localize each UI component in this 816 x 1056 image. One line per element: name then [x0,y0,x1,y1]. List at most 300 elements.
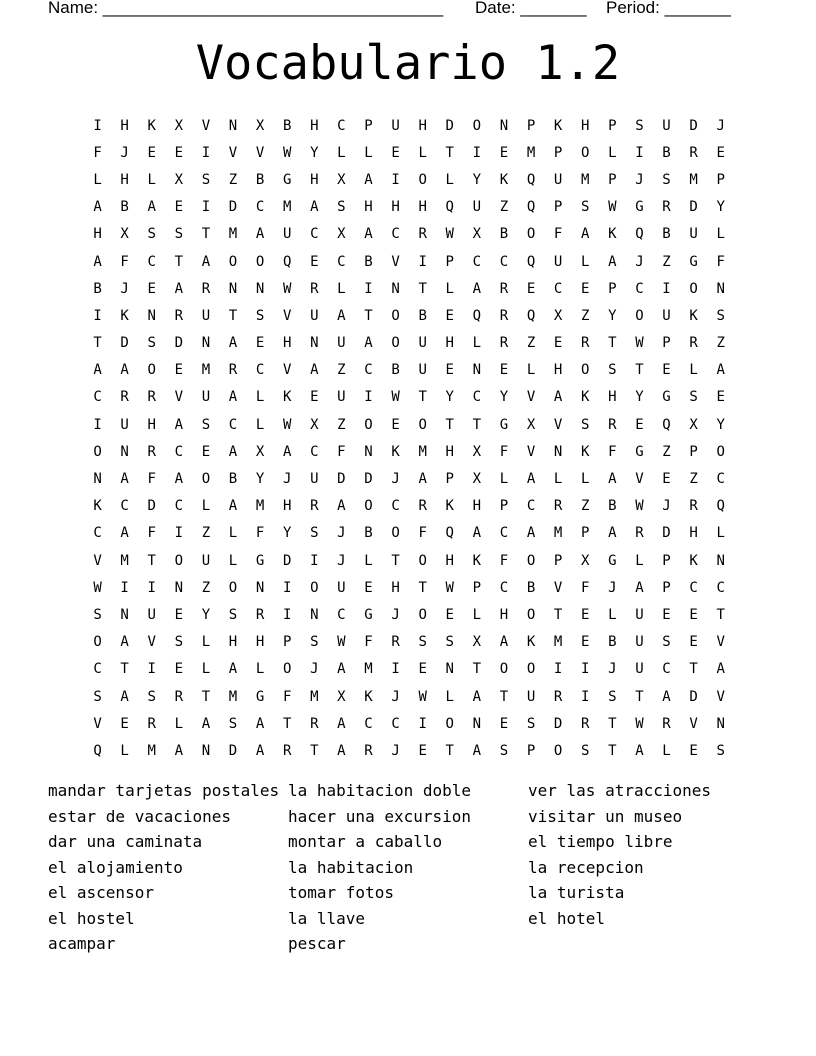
grid-letter: I [364,389,373,406]
grid-letter: J [608,579,617,596]
grid-row [84,737,734,764]
grid-letter: O [499,661,509,678]
grid-letter: N [120,443,129,460]
grid-letter: G [255,552,265,569]
grid-letter: T [608,335,617,352]
grid-letter: L [662,742,671,759]
grid-letter: H [282,335,292,352]
grid-letter: L [337,280,346,297]
word-list-item: tomar fotos [288,883,394,902]
grid-letter: O [391,307,400,324]
grid-letter: W [635,715,644,732]
grid-letter: F [608,443,617,460]
grid-letter: K [526,634,536,651]
grid-letter: S [201,416,211,433]
grid-row [84,601,734,628]
grid-letter: N [472,362,482,379]
grid-letter: X [472,471,482,488]
grid-letter: D [553,715,563,732]
grid-letter: L [147,171,156,188]
grid-letter: I [282,579,292,596]
grid-letter: A [608,471,617,488]
grid-letter: P [445,471,454,488]
grid-letter: A [255,226,265,243]
grid-letter: T [445,416,454,433]
grid-letter: L [689,362,698,379]
grid-letter: V [282,362,292,379]
grid-letter: Z [526,335,536,352]
grid-letter: V [553,579,563,596]
grid-letter: J [391,606,400,623]
grid-letter: N [310,335,319,352]
grid-letter: E [499,362,509,379]
grid-letter: W [282,416,292,433]
grid-row [84,520,734,547]
grid-letter: F [499,552,509,569]
grid-letter: Q [472,307,482,324]
grid-row [84,629,734,656]
grid-letter: R [228,362,238,379]
grid-letter: C [662,661,671,678]
grid-letter: L [553,471,563,488]
grid-letter: U [201,389,211,406]
grid-letter: P [553,552,563,569]
grid-letter: A [472,688,482,705]
grid-letter: D [689,199,698,216]
grid-letter: O [228,253,238,270]
grid-letter: L [174,715,184,732]
grid-letter: Z [581,498,590,515]
grid-letter: L [120,742,129,759]
grid-letter: X [255,443,265,460]
grid-letter: R [608,416,617,433]
grid-letter: F [716,253,725,270]
grid-letter: I [93,307,102,324]
grid-letter: Y [499,389,509,406]
grid-letter: U [337,335,346,352]
grid-letter: L [201,661,211,678]
grid-letter: H [228,634,238,651]
word-list-item: la habitacion [288,857,414,877]
grid-letter: E [526,280,536,297]
grid-letter: K [364,688,373,705]
word-list-item: visitar un museo [528,806,683,826]
grid-letter: E [174,362,184,379]
word-list-item: pescar [288,934,346,953]
grid-row [84,547,734,574]
grid-letter: Q [662,416,671,433]
grid-letter: O [93,443,102,460]
word-list-column-3 [528,780,711,933]
grid-letter: L [526,362,536,379]
grid-letter: V [93,552,102,569]
grid-letter: C [391,226,400,243]
grid-letter: T [418,579,427,596]
word-list-item: estar de vacaciones [48,806,232,826]
grid-letter: O [472,117,482,134]
grid-letter: S [608,688,617,705]
word-list-item: montar a caballo [288,832,443,851]
grid-letter: Y [608,307,617,324]
grid-row [84,465,734,492]
grid-letter: I [310,552,319,569]
grid-letter: Z [201,525,211,542]
grid-letter: P [716,171,725,188]
grid-letter: L [255,661,265,678]
grid-letter: S [147,335,156,352]
grid-letter: E [174,199,184,216]
grid-letter: I [581,688,590,705]
grid-letter: A [716,362,725,379]
grid-letter: M [689,171,698,188]
grid-letter: O [93,634,102,651]
grid-letter: B [608,498,617,515]
grid-letter: U [418,335,427,352]
grid-letter: A [581,226,590,243]
word-list-item: la recepcion [528,857,644,877]
grid-letter: I [635,144,644,161]
grid-letter: I [581,661,590,678]
grid-letter: V [255,144,265,161]
grid-letter: X [310,416,319,433]
grid-letter: E [635,416,644,433]
grid-letter: I [174,525,184,542]
grid-letter: R [418,498,427,515]
grid-letter: E [689,742,698,759]
grid-letter: O [689,280,698,297]
grid-letter: O [174,552,184,569]
grid-letter: O [310,579,319,596]
grid-letter: I [662,280,671,297]
grid-letter: F [337,443,346,460]
grid-letter: L [608,144,617,161]
grid-letter: V [526,389,536,406]
grid-letter: T [418,389,427,406]
grid-letter: K [120,307,129,324]
grid-letter: J [282,471,292,488]
grid-letter: O [526,226,536,243]
grid-letter: U [201,307,211,324]
grid-letter: N [174,579,184,596]
grid-letter: R [310,715,319,732]
word-list-column-1 [48,780,279,959]
grid-letter: Q [526,171,536,188]
grid-letter: L [201,498,211,515]
grid-letter: L [445,280,454,297]
grid-letter: I [418,253,427,270]
grid-letter: A [174,280,184,297]
grid-letter: L [364,144,373,161]
grid-letter: A [364,171,373,188]
grid-letter: G [689,253,698,270]
grid-letter: Q [445,525,454,542]
grid-letter: I [201,144,211,161]
grid-letter: U [662,307,671,324]
grid-letter: Y [255,471,265,488]
grid-letter: I [147,579,156,596]
grid-letter: N [445,661,454,678]
grid-letter: Z [201,579,211,596]
grid-letter: R [147,389,156,406]
grid-letter: R [201,280,211,297]
grid-letter: D [120,335,129,352]
grid-letter: C [93,525,102,542]
word-list-item: el tiempo libre [528,832,673,851]
grid-letter: E [553,335,563,352]
grid-letter: C [364,362,373,379]
grid-letter: O [418,416,427,433]
grid-letter: S [499,742,509,759]
grid-letter: Z [337,416,346,433]
grid-letter: C [255,199,265,216]
grid-letter: H [120,117,129,134]
grid-letter: T [445,742,454,759]
grid-letter: V [228,144,238,161]
grid-letter: A [608,253,617,270]
grid-letter: M [282,199,292,216]
grid-letter: J [120,280,129,297]
grid-letter: T [716,606,725,623]
grid-letter: E [445,362,454,379]
grid-letter: L [445,171,454,188]
grid-letter: E [662,471,671,488]
grid-letter: V [391,253,400,270]
grid-letter: M [581,171,590,188]
grid-letter: N [147,307,156,324]
grid-letter: E [174,144,184,161]
grid-letter: T [93,335,102,352]
grid-row [84,411,734,438]
grid-letter: U [662,117,671,134]
grid-letter: O [364,416,373,433]
word-list-item: acampar [48,934,116,953]
grid-letter: Z [662,443,671,460]
grid-letter: T [174,253,184,270]
grid-letter: A [418,471,427,488]
grid-letter: C [635,280,644,297]
grid-letter: O [581,144,590,161]
grid-letter: A [120,688,129,705]
grid-letter: Z [662,253,671,270]
grid-letter: I [120,579,129,596]
grid-letter: Y [201,606,211,623]
grid-letter: A [255,715,265,732]
grid-letter: A [364,335,373,352]
grid-letter: A [337,307,346,324]
grid-letter: M [201,362,211,379]
grid-letter: S [662,634,671,651]
grid-letter: R [635,525,644,542]
grid-letter: A [472,525,482,542]
grid-letter: A [635,579,644,596]
grid-letter: W [418,688,427,705]
grid-letter: G [635,443,644,460]
grid-letter: U [635,661,644,678]
grid-letter: O [418,606,427,623]
grid-letter: J [310,661,319,678]
grid-letter: L [581,253,590,270]
grid-letter: S [201,171,211,188]
grid-letter: U [310,307,319,324]
grid-letter: T [445,144,454,161]
grid-letter: N [201,742,211,759]
grid-letter: A [472,742,482,759]
grid-letter: S [418,634,427,651]
grid-letter: A [364,226,373,243]
grid-letter: X [255,117,265,134]
grid-letter: I [364,280,373,297]
grid-letter: P [445,253,454,270]
grid-letter: C [255,362,265,379]
grid-letter: O [228,579,238,596]
grid-letter: S [716,307,725,324]
grid-letter: I [93,117,102,134]
grid-letter: H [120,171,129,188]
grid-letter: W [445,579,454,596]
grid-letter: A [174,416,184,433]
grid-letter: B [499,226,509,243]
grid-letter: U [553,253,563,270]
grid-letter: S [716,742,725,759]
grid-letter: I [93,416,102,433]
grid-letter: M [120,552,129,569]
grid-letter: R [282,742,292,759]
grid-letter: T [282,715,292,732]
grid-letter: A [174,742,184,759]
grid-letter: E [716,389,725,406]
grid-letter: Z [689,471,698,488]
grid-letter: Z [499,199,509,216]
grid-letter: J [662,498,671,515]
grid-letter: V [716,688,725,705]
grid-letter: R [418,226,427,243]
grid-letter: Y [716,199,725,216]
grid-letter: H [418,117,427,134]
grid-letter: N [472,715,482,732]
grid-letter: Z [337,362,346,379]
grid-letter: R [120,389,129,406]
grid-letter: J [391,471,400,488]
grid-letter: X [472,443,482,460]
grid-letter: I [201,199,211,216]
grid-letter: E [581,634,590,651]
grid-letter: T [608,742,617,759]
grid-letter: D [174,335,184,352]
grid-letter: E [418,661,427,678]
grid-letter: N [716,715,725,732]
grid-letter: C [93,661,102,678]
grid-letter: T [228,307,238,324]
grid-letter: L [228,552,238,569]
grid-letter: Q [93,742,102,759]
grid-letter: P [662,552,671,569]
grid-letter: J [337,525,346,542]
grid-letter: C [174,498,184,515]
grid-letter: S [662,171,671,188]
grid-letter: H [364,199,373,216]
grid-letter: B [282,117,292,134]
grid-letter: P [499,498,509,515]
grid-letter: J [608,661,617,678]
grid-letter: X [526,416,536,433]
grid-letter: B [608,634,617,651]
grid-letter: C [364,715,373,732]
grid-letter: R [499,335,509,352]
grid-letter: R [174,688,184,705]
grid-letter: S [93,688,102,705]
grid-letter: K [282,389,292,406]
grid-letter: A [174,471,184,488]
grid-letter: B [364,525,373,542]
grid-letter: A [282,443,292,460]
grid-letter: C [228,416,238,433]
grid-letter: R [499,280,509,297]
grid-letter: F [120,253,129,270]
grid-letter: L [716,525,725,542]
grid-letter: A [635,742,644,759]
grid-letter: V [282,307,292,324]
grid-letter: D [228,742,238,759]
grid-row [84,275,734,302]
grid-letter: R [147,443,156,460]
grid-letter: W [93,579,102,596]
grid-letter: C [716,471,725,488]
grid-letter: H [553,362,563,379]
grid-letter: M [364,661,373,678]
grid-row [84,656,734,683]
grid-letter: A [93,253,102,270]
grid-letter: C [499,579,509,596]
grid-letter: K [472,552,482,569]
grid-letter: B [364,253,373,270]
grid-letter: S [310,525,319,542]
grid-letter: T [472,416,482,433]
grid-letter: J [120,144,129,161]
grid-row [84,248,734,275]
grid-letter: Q [282,253,292,270]
grid-letter: Q [526,307,536,324]
grid-letter: G [255,688,265,705]
grid-letter: E [174,606,184,623]
grid-letter: D [662,525,671,542]
grid-row [84,683,734,710]
grid-letter: X [472,634,482,651]
grid-letter: N [228,117,238,134]
grid-letter: A [120,362,129,379]
grid-letter: Y [472,171,482,188]
grid-letter: O [147,362,156,379]
grid-letter: D [689,688,698,705]
grid-letter: L [472,335,482,352]
grid-letter: H [391,579,400,596]
grid-letter: A [228,389,238,406]
period-field-label: Period: _______ [606,0,731,17]
grid-letter: A [228,498,238,515]
grid-letter: H [445,552,454,569]
grid-letter: E [445,307,454,324]
grid-letter: W [391,389,400,406]
grid-letter: P [526,117,536,134]
grid-letter: J [635,253,644,270]
grid-letter: W [282,280,292,297]
grid-letter: U [553,171,563,188]
grid-letter: G [282,171,292,188]
word-search-grid [84,112,734,765]
word-list-item: el hotel [528,908,606,928]
grid-letter: L [499,471,509,488]
grid-letter: D [282,552,292,569]
grid-letter: X [337,688,346,705]
